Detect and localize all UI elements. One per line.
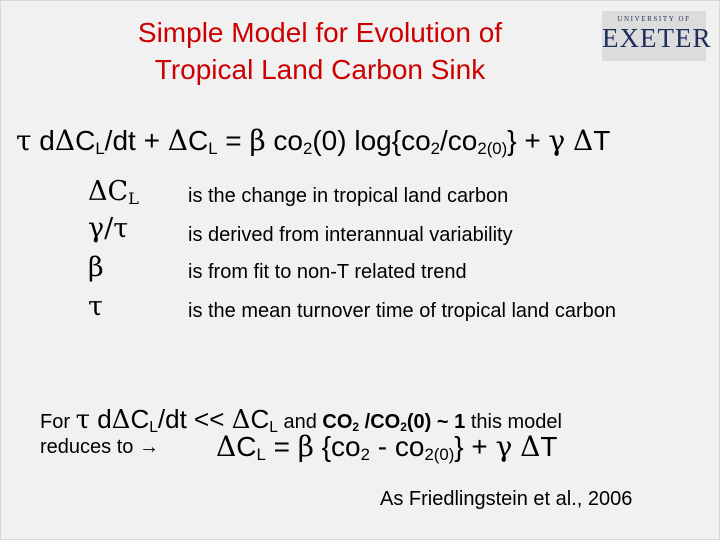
note-and: and xyxy=(277,411,323,433)
eq-two-zero xyxy=(477,139,507,158)
red-zero: (0) xyxy=(433,445,455,465)
eq-l-2: L xyxy=(208,139,218,159)
eq-equals: = xyxy=(217,125,250,156)
def-text-beta: is from fit to non-T related trend xyxy=(188,261,467,283)
reduced-equation xyxy=(216,430,557,463)
reduction-note-line-2 xyxy=(40,436,159,459)
red-l: L xyxy=(256,445,266,465)
eq-c-2: C xyxy=(187,125,209,156)
note-c-2: C xyxy=(250,404,270,434)
arrow-icon: → xyxy=(138,436,159,458)
red-t: T xyxy=(540,431,558,462)
note-approx: ~ 1 xyxy=(431,411,466,433)
eq-l: L xyxy=(95,139,105,159)
def-text-gamma-tau: is derived from interannual variability xyxy=(188,224,513,246)
red-beta: β xyxy=(297,430,314,463)
eq-tau: τ xyxy=(16,124,32,157)
note-two: 2 xyxy=(352,420,360,434)
def-symbol-delta-cl xyxy=(88,176,139,207)
def-text-delta-cl: is the change in tropical land carbon xyxy=(188,185,509,207)
note-tau: τ xyxy=(75,405,90,435)
red-two: 2 xyxy=(360,445,370,465)
note-expr-1: τ $d\Delta C_L/dt << \Delta C_L$ xyxy=(75,404,278,436)
eq-log: log{co xyxy=(346,125,431,156)
eq-delta-3: Δ xyxy=(573,124,594,157)
def-symbol: ΔC xyxy=(88,176,129,207)
eq-close: } + xyxy=(507,125,549,156)
eq-slash-co: /co xyxy=(440,125,478,156)
university-logo xyxy=(602,11,712,61)
red-gamma: γ xyxy=(495,430,513,463)
def-symbol-beta: β xyxy=(88,252,104,283)
note-slash-co: /CO xyxy=(359,411,401,433)
red-two-zero xyxy=(424,445,454,464)
def-text-tau: is the mean turnover time of tropical land carbon xyxy=(188,300,616,322)
red-c: C xyxy=(236,431,257,462)
slide-title xyxy=(40,14,600,88)
eq-d: d xyxy=(39,125,55,156)
red-close: } + xyxy=(454,431,496,462)
eq-zero-2: (0) xyxy=(486,139,508,159)
citation: As Friedlingstein et al., 2006 xyxy=(380,488,633,510)
red-delta: Δ xyxy=(216,430,237,463)
eq-two-2: 2 xyxy=(430,139,440,159)
def-symbol-tau: τ xyxy=(88,291,103,322)
note-for: For xyxy=(40,411,76,433)
logo-subtitle: UNIVERSITY OF xyxy=(617,15,691,23)
note-c: C xyxy=(130,404,150,434)
red-eq: = xyxy=(265,431,298,462)
note-delta-2: Δ xyxy=(231,405,251,435)
model-equation xyxy=(16,124,610,157)
note-l-2: L xyxy=(269,418,278,436)
eq-two: 2 xyxy=(303,139,313,159)
red-minus: - co xyxy=(369,431,425,462)
eq-gamma: γ xyxy=(548,124,566,157)
eq-delta-2: Δ xyxy=(167,124,188,157)
red-two-2: 2 xyxy=(424,445,434,465)
red-open: {co xyxy=(313,431,361,462)
eq-two-3: 2 xyxy=(477,139,487,159)
note-l: L xyxy=(149,418,158,436)
logo-wordmark: EXETER xyxy=(602,23,712,53)
note-zero: (0) xyxy=(406,411,432,433)
note-co: CO xyxy=(322,411,353,433)
note-two-2: 2 xyxy=(400,420,407,434)
note-delta: Δ xyxy=(111,405,131,435)
note-rest: this model xyxy=(465,411,562,433)
def-symbol-sub: L xyxy=(128,189,139,209)
eq-delta: Δ xyxy=(54,124,76,157)
eq-zero: (0) xyxy=(312,125,347,156)
eq-t: T xyxy=(593,125,611,156)
eq-beta: β xyxy=(249,124,266,157)
eq-co2: co xyxy=(265,125,303,156)
note-d: d xyxy=(97,404,112,434)
def-symbol-gamma-tau: γ/τ xyxy=(88,213,129,244)
red-delta-2: Δ xyxy=(520,430,541,463)
eq-dt: /dt + xyxy=(104,125,168,156)
title-line-1: Simple Model for Evolution of xyxy=(137,17,503,48)
eq-c: C xyxy=(75,125,96,156)
note-lt: << xyxy=(186,404,232,434)
title-line-2: Tropical Land Carbon Sink xyxy=(154,54,486,85)
note-reduces: reduces to xyxy=(40,436,139,458)
